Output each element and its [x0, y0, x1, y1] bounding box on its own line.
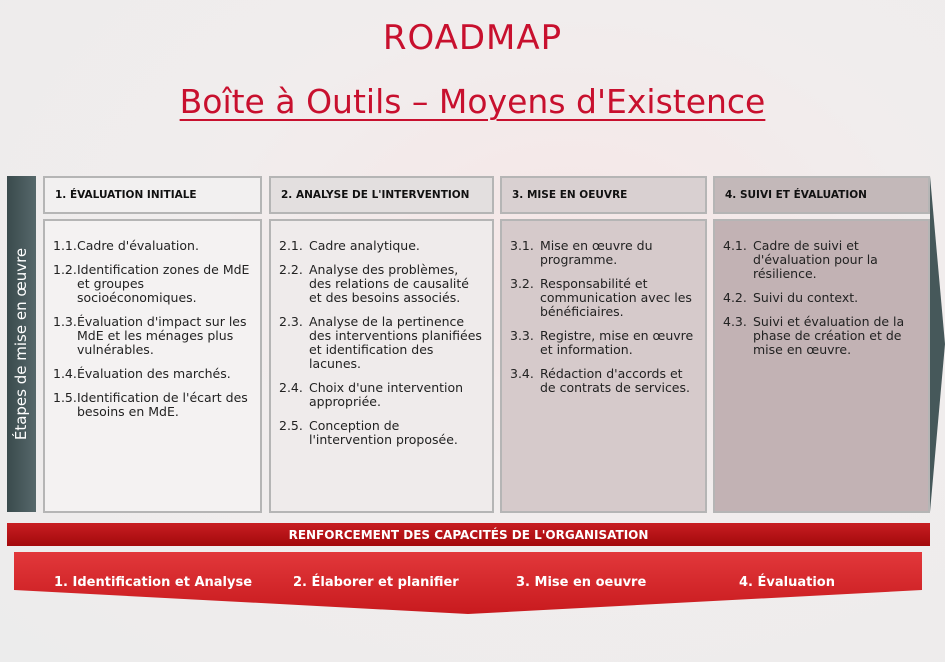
item-text: Registre, mise en œuvre et information.	[540, 328, 694, 357]
item-number: 4.3.	[723, 314, 747, 329]
item-number: 1.1.	[53, 238, 77, 253]
list-item	[53, 367, 252, 381]
list-item	[53, 315, 252, 357]
item-number: 4.1.	[723, 238, 747, 253]
item-text: Analyse des problèmes, des relations de causalité et des besoins associés.	[309, 262, 469, 305]
item-number: 4.2.	[723, 290, 747, 305]
item-text: Responsabilité et communication avec les bénéficiaires.	[540, 276, 692, 319]
item-text: Évaluation des marchés.	[77, 366, 231, 381]
item-number: 3.3.	[510, 328, 534, 343]
item-number: 2.1.	[279, 238, 303, 253]
item-text: Analyse de la pertinence des interventions planifiées et identification des lacunes.	[309, 314, 482, 371]
stage-arrow-tip	[930, 176, 945, 512]
list-item	[723, 239, 920, 281]
item-number: 1.3.	[53, 314, 77, 329]
list-item	[723, 291, 920, 305]
item-number: 3.2.	[510, 276, 534, 291]
item-number: 2.5.	[279, 418, 303, 433]
toolbox-subtitle	[0, 82, 945, 121]
item-number: 3.4.	[510, 366, 534, 381]
item-number: 2.2.	[279, 262, 303, 277]
item-text: Rédaction d'accords et de contrats de services.	[540, 366, 690, 395]
item-text: Cadre d'évaluation.	[77, 238, 199, 253]
side-label: Étapes de mise en œuvre	[12, 247, 31, 441]
column-body-implementation	[500, 219, 707, 513]
list-item	[279, 239, 484, 253]
item-text: Conception de l'intervention proposée.	[309, 418, 458, 447]
item-number: 1.5.	[53, 390, 77, 405]
item-number: 1.4.	[53, 366, 77, 381]
item-text: Suivi et évaluation de la phase de création et de mise en œuvre.	[753, 314, 905, 357]
phase-identification-analysis: 1. Identification et Analyse	[54, 575, 253, 590]
capacity-building-bar: RENFORCEMENT DES CAPACITÉS DE L'ORGANISATION	[7, 523, 930, 546]
list-item	[279, 263, 484, 305]
item-text: Identification zones de MdE et groupes socioéconomiques.	[77, 262, 250, 305]
item-text: Identification de l'écart des besoins en MdE.	[77, 390, 248, 419]
item-text: Suivi du context.	[753, 290, 859, 305]
column-header-monitoring-evaluation: 4. SUIVI ET ÉVALUATION	[713, 176, 930, 214]
item-number: 1.2.	[53, 262, 77, 277]
list-item	[510, 329, 697, 357]
list-item	[510, 367, 697, 395]
item-text: Évaluation d'impact sur les MdE et les ménages plus vulnérables.	[77, 314, 247, 357]
item-text: Cadre analytique.	[309, 238, 420, 253]
item-text: Cadre de suivi et d'évaluation pour la résilience.	[753, 238, 878, 281]
list-item	[53, 263, 252, 305]
column-header-intervention-analysis: 2. ANALYSE DE L'INTERVENTION	[269, 176, 494, 214]
phase-implementation: 3. Mise en oeuvre	[516, 575, 647, 590]
item-number: 2.4.	[279, 380, 303, 395]
roadmap-title: ROADMAP	[382, 18, 563, 58]
column-body-monitoring-evaluation	[713, 219, 930, 513]
column-header-initial-assessment: 1. ÉVALUATION INITIALE	[43, 176, 262, 214]
column-body-intervention-analysis	[269, 219, 494, 513]
list-item	[510, 277, 697, 319]
column-body-initial-assessment	[43, 219, 262, 513]
list-item	[53, 239, 252, 253]
column-header-implementation: 3. MISE EN OEUVRE	[500, 176, 707, 214]
side-label-box	[7, 176, 36, 512]
item-number: 2.3.	[279, 314, 303, 329]
list-item	[510, 239, 697, 267]
phase-plan: 2. Élaborer et planifier	[293, 575, 459, 590]
list-item	[723, 315, 920, 357]
item-number: 3.1.	[510, 238, 534, 253]
item-text: Choix d'une intervention appropriée.	[309, 380, 464, 409]
item-text: Mise en œuvre du programme.	[540, 238, 653, 267]
list-item	[279, 315, 484, 371]
subtitle-text: Boîte à Outils – Moyens d'Existence	[179, 82, 766, 121]
phase-evaluation: 4. Évaluation	[739, 575, 835, 590]
list-item	[279, 419, 484, 447]
list-item	[279, 381, 484, 409]
list-item	[53, 391, 252, 419]
